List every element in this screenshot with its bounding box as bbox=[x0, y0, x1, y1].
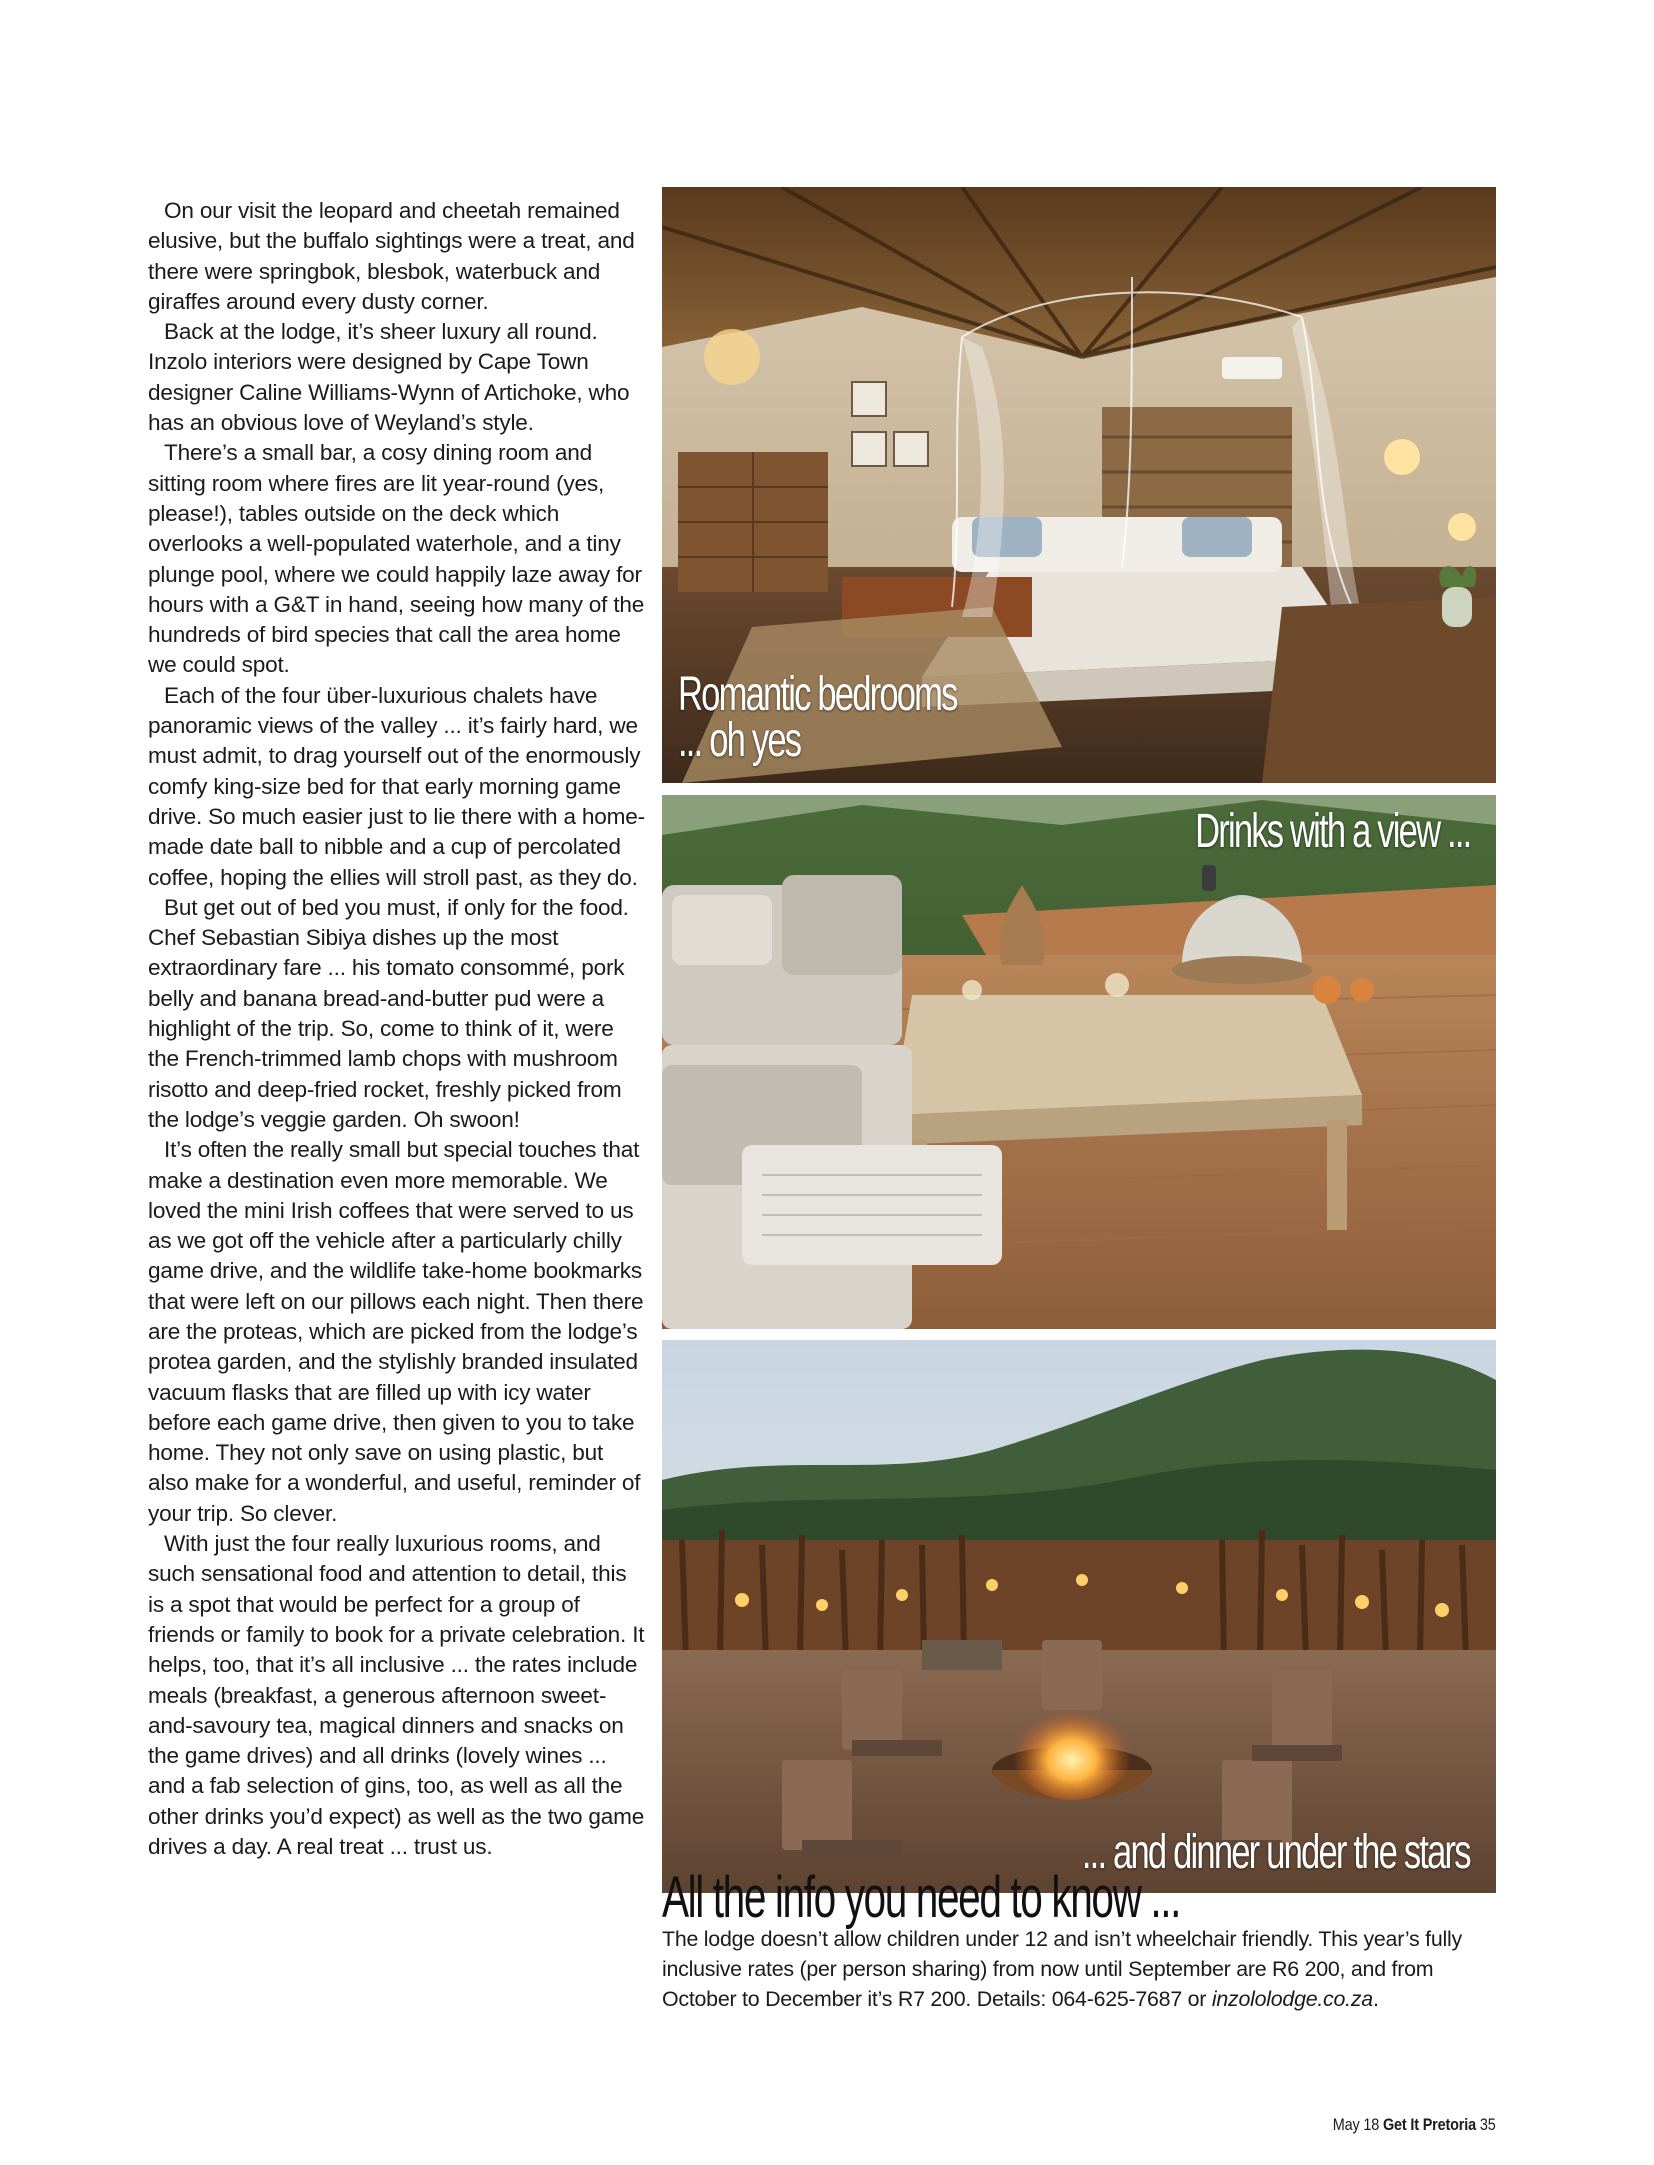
footer-issue: May 18 bbox=[1333, 2115, 1380, 2134]
bedroom-caption-line1: Romantic bedrooms bbox=[678, 668, 957, 721]
footer-publication: Get It Pretoria bbox=[1383, 2115, 1477, 2134]
deck-illustration bbox=[662, 795, 1496, 1329]
article-paragraph: There’s a small bar, a cosy dining room and sitting room where fires are lit year-round (yes, please!), tables outside on the deck which overlooks a well-populated waterhole, and a tiny plunge pool, where we could happily laze away for hours with a G&T in hand, seeing how many of the hundreds of bird species that call the area home we could spot. bbox=[148, 440, 645, 678]
website-link[interactable]: inzololodge.co.za bbox=[1211, 1987, 1373, 2011]
deck-caption: Drinks with a view ... bbox=[1194, 805, 1470, 858]
info-title: All the info you need to know ... bbox=[662, 1865, 1181, 1930]
info-body bbox=[662, 1924, 1498, 2014]
article-paragraph: Each of the four über-luxurious chalets have panoramic views of the valley ... it’s fairly hard, we must admit, to drag yourself out of the enormously comfy king-size bed for that early morning game drive. So much easier just to lie there with a home-made date ball to nibble and a cup of percolated coffee, hoping the ellies will stroll past, as they do. bbox=[148, 682, 645, 890]
firepit-illustration bbox=[662, 1340, 1496, 1893]
bedroom-caption bbox=[678, 668, 957, 767]
page-number: 35 bbox=[1480, 2115, 1496, 2134]
firepit-caption: ... and dinner under the stars bbox=[1082, 1826, 1470, 1879]
firepit-photo bbox=[662, 1340, 1496, 1893]
page-footer bbox=[1333, 2115, 1496, 2135]
info-trailing: . bbox=[1372, 1987, 1379, 2011]
article-body bbox=[148, 196, 645, 1862]
bedroom-photo bbox=[662, 187, 1496, 783]
info-text: The lodge doesn’t allow children under 12 and isn’t wheelchair friendly. This year’s fully inclusive rates (per person sharing) from now until September are R6 200, and from October to December it’s R7 200. Details: 064-625-7687 or bbox=[662, 1927, 1462, 2011]
article-paragraph: But get out of bed you must, if only for the food. Chef Sebastian Sibiya dishes up the most extraordinary fare ... his tomato consommé, pork belly and banana bread-and-butter pud were a highlight of the trip. So, come to think of it, were the French-trimmed lamb chops with mushroom risotto and deep-fried rocket, freshly picked from the lodge’s veggie garden. Oh swoon! bbox=[148, 894, 629, 1132]
article-paragraph: With just the four really luxurious rooms, and such sensational food and attention to detail, this is a spot that would be perfect for a group of friends or family to book for a private celebration. It helps, too, that it’s all inclusive ... the rates include meals (breakfast, a generous afternoon sweet-and-savoury tea, magical dinners and snacks on the game drives) and all drinks (lovely wines ... and a fab selection of gins, too, as well as all the other drinks you’d expect) as well as the two game drives a day. A real treat ... trust us. bbox=[148, 1531, 645, 1860]
article-paragraph: Back at the lodge, it’s sheer luxury all round. Inzolo interiors were designed by Cape Town designer Caline Williams-Wynn of Artichoke, who has an obvious love of Weyland’s style. bbox=[148, 319, 630, 436]
article-paragraph: On our visit the leopard and cheetah remained elusive, but the buffalo sightings were a treat, and there were springbok, blesbok, waterbuck and giraffes around every dusty corner. bbox=[148, 198, 635, 314]
deck-photo bbox=[662, 795, 1496, 1329]
article-paragraph: It’s often the really small but special touches that make a destination even more memorable. We loved the mini Irish coffees that were served to us as we got off the vehicle after a particularly chilly game drive, and the wildlife take-home bookmarks that were left on our pillows each night. Then there are the proteas, which are picked from the lodge’s protea garden, and the stylishly branded insulated vacuum flasks that are filled up with icy water before each game drive, then given to you to take home. They not only save on using plastic, but also make for a wonderful, and useful, reminder of your trip. So clever. bbox=[148, 1137, 644, 1526]
bedroom-caption-line2: ... oh yes bbox=[678, 714, 801, 767]
